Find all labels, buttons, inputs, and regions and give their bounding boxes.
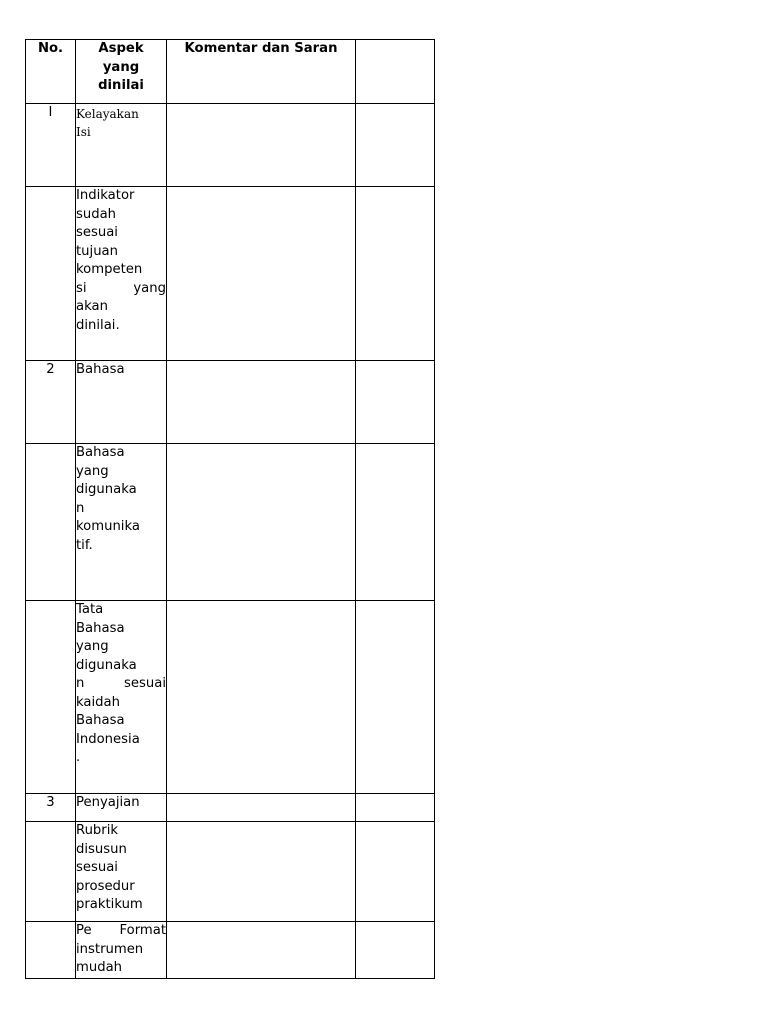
aspek-line: Rubrik: [76, 823, 119, 838]
aspek-line: praktikum: [76, 897, 143, 912]
aspek-line: dinilai.: [76, 317, 120, 333]
aspek-cell: [76, 822, 167, 922]
aspek-line: Tata: [76, 602, 104, 617]
aspek-line: sesuai: [76, 225, 118, 240]
table-row: [26, 922, 435, 979]
table-row: [26, 444, 435, 601]
header-aspek-line: dinilai: [98, 78, 144, 93]
header-aspek: [76, 40, 167, 104]
aspek-line: yang: [76, 639, 109, 654]
header-extra: [356, 40, 435, 104]
aspek-cell: [76, 794, 167, 822]
komentar-cell[interactable]: [167, 822, 356, 922]
aspek-line: Bahasa: [76, 713, 125, 728]
row-number: 2: [26, 361, 76, 444]
extra-cell[interactable]: [356, 444, 435, 601]
aspek-line: Bahasa: [76, 445, 125, 460]
extra-cell[interactable]: [356, 601, 435, 794]
aspek-line: instrumen: [76, 941, 144, 957]
header-komentar: Komentar dan Saran: [167, 40, 356, 104]
extra-cell[interactable]: [356, 922, 435, 979]
row-number: [26, 187, 76, 361]
aspek-line: disusun: [76, 841, 127, 857]
aspek-line: akan: [76, 299, 108, 314]
aspek-line: Bahasa: [76, 620, 125, 636]
header-aspek-line: yang: [102, 59, 140, 75]
aspek-line: mudah: [76, 960, 123, 975]
aspek-line: sesuai: [76, 860, 118, 875]
table-row: [26, 104, 435, 187]
extra-cell[interactable]: [356, 822, 435, 922]
aspek-line: sudah: [76, 206, 117, 222]
aspek-line: tif.: [76, 537, 93, 553]
aspek-line: Indikator: [76, 188, 135, 203]
aspek-cell: [76, 361, 167, 444]
aspek-line: yang: [76, 463, 109, 479]
extra-cell[interactable]: [356, 794, 435, 822]
aspek-cell: [76, 104, 167, 187]
aspek-line: Isi: [76, 125, 91, 139]
komentar-cell[interactable]: [167, 104, 356, 187]
table-row: [26, 794, 435, 822]
aspek-cell: [76, 922, 167, 979]
aspek-line: tujuan: [76, 243, 118, 259]
aspek-line: Pe Format: [76, 923, 166, 938]
aspek-line: Penyajian: [76, 795, 140, 810]
aspek-line: Indonesia: [76, 731, 140, 747]
table-row: [26, 361, 435, 444]
aspek-line: n: [76, 500, 85, 516]
aspek-line: .: [76, 750, 81, 765]
aspek-line: kompeten: [76, 262, 143, 277]
extra-cell[interactable]: [356, 187, 435, 361]
extra-cell[interactable]: [356, 104, 435, 187]
komentar-cell[interactable]: [167, 444, 356, 601]
komentar-cell[interactable]: [167, 794, 356, 822]
table-row: [26, 822, 435, 922]
row-number: I: [26, 104, 76, 187]
aspek-line: Bahasa: [76, 362, 125, 377]
row-number: [26, 444, 76, 601]
aspek-line: prosedur: [76, 878, 135, 894]
row-number: 3: [26, 794, 76, 822]
aspek-line: digunaka: [76, 482, 137, 497]
komentar-cell[interactable]: [167, 187, 356, 361]
aspek-cell: [76, 601, 167, 794]
aspek-cell: [76, 444, 167, 601]
row-number: [26, 922, 76, 979]
komentar-cell[interactable]: [167, 922, 356, 979]
aspek-line: kaidah: [76, 694, 120, 710]
aspek-line: si yang: [76, 280, 166, 296]
extra-cell[interactable]: [356, 361, 435, 444]
header-aspek-line: Aspek: [98, 41, 144, 56]
aspek-line: n sesuai: [76, 676, 166, 691]
table-row: [26, 187, 435, 361]
header-no: No.: [26, 40, 76, 104]
aspek-line: Kelayakan: [76, 107, 139, 121]
header-row: [26, 40, 435, 104]
aspek-cell: [76, 187, 167, 361]
row-number: [26, 822, 76, 922]
aspek-line: komunika: [76, 519, 140, 534]
aspek-line: digunaka: [76, 657, 137, 673]
table-row: [26, 601, 435, 794]
evaluation-table: [25, 39, 435, 979]
row-number: [26, 601, 76, 794]
komentar-cell[interactable]: [167, 601, 356, 794]
komentar-cell[interactable]: [167, 361, 356, 444]
